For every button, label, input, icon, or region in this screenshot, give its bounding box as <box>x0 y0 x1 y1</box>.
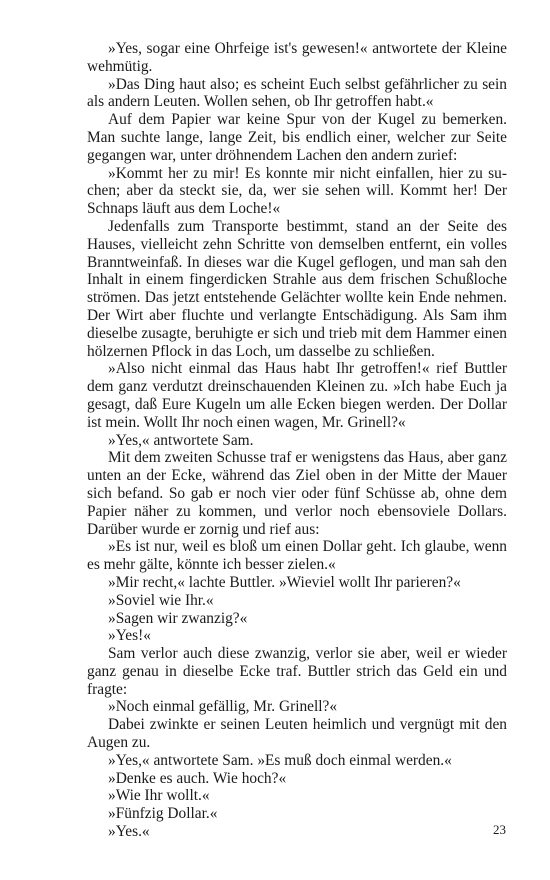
paragraph: »Soviel wie Ihr.« <box>108 591 214 609</box>
paragraph: »Yes,« antwortete Sam. <box>108 431 254 449</box>
paragraph: »Yes.« <box>108 823 150 841</box>
paragraph: »Fünfzig Dollar.« <box>108 805 218 823</box>
paragraph: »Yes!« <box>108 627 151 645</box>
paragraph: »Kommt her zu mir! Es konnte mir nicht einfallen, hier zu suchen; aber da steckt sie, da, wer sie sehen will. Kommt her! Der Schnaps läuft aus dem Loche!« <box>87 164 507 218</box>
paragraph: Mit dem zweiten Schusse traf er wenigstens das Haus, aber ganz unten an der Ecke, während das Ziel oben in der Mitte der Mauer sich befand. So gab er noch vier oder fünf Schüsse ab, ohne dem Papier näher zu kommen, und verlor noch ebensoviele Dollars. Darüber wurde er zornig und rief aus: <box>87 449 507 538</box>
page-number: 23 <box>493 822 506 837</box>
page-body <box>87 40 507 841</box>
paragraph: »Denke es auch. Wie hoch?« <box>108 769 287 787</box>
paragraph: »Das Ding haut also; es scheint Euch selbst gefährlicher zu sein als andern Leuten. Wollen sehen, ob Ihr getroffen habt.« <box>87 75 507 111</box>
paragraph: »Yes, sogar eine Ohrfeige ist's gewesen!« antwortete der Kleine wehmütig. <box>87 40 507 75</box>
paragraph: »Yes,« antwortete Sam. »Es muß doch einmal werden.« <box>108 751 452 769</box>
paragraph: »Noch einmal gefällig, Mr. Grinell?« <box>108 698 338 716</box>
paragraph: »Es ist nur, weil es bloß um einen Dollar geht. Ich glaube, wenn es mehr gälte, könnte ich besser zielen.« <box>87 538 507 574</box>
paragraph: »Wie Ihr wollt.« <box>108 787 210 805</box>
paragraph: Dabei zwinkte er seinen Leuten heimlich und vergnügt mit den Augen zu. <box>87 716 507 752</box>
paragraph: Jedenfalls zum Transporte bestimmt, stand an der Seite des Hauses, vielleicht zehn Schritte von demselben entfernt, ein volles Branntweinfaß. In dieses war die Kugel geflogen, und man sah den Inhalt in einem fingerdicken Strahle aus dem frischen Schußloche strömen. Das jetzt entstehende Gelächter wollte kein Ende nehmen. Der Wirt aber fluchte und verlangte Entschädigung. Als Sam ihm dieselbe zusagte, beruhigte er sich und trieb mit dem Hammer einen hölzernen Pflock in das Loch, um dasselbe zu schließen. <box>87 217 507 360</box>
paragraph: »Sagen wir zwanzig?« <box>108 609 248 627</box>
paragraph: »Also nicht einmal das Haus habt Ihr getroffen!« rief Buttler dem ganz verdutzt dreinschauenden Kleinen zu. »Ich habe Euch ja gesagt, daß Eure Kugeln um alle Ecken biegen werden. Der Dollar ist mein. Wollt Ihr noch einen wagen, Mr. Grinell?« <box>87 360 507 431</box>
paragraph: Auf dem Papier war keine Spur von der Kugel zu bemerken. Man suchte lange, lange Zeit, bis endlich einer, welcher zur Seite gegangen war, unter dröhnendem Lachen den andern zurief: <box>87 111 507 164</box>
paragraph: Sam verlor auch diese zwanzig, verlor sie aber, weil er wieder ganz genau in dieselbe Ecke traf. Buttler strich das Geld ein und fragte: <box>87 645 507 698</box>
paragraph: »Mir recht,« lachte Buttler. »Wieviel wollt Ihr parieren?« <box>108 573 461 591</box>
